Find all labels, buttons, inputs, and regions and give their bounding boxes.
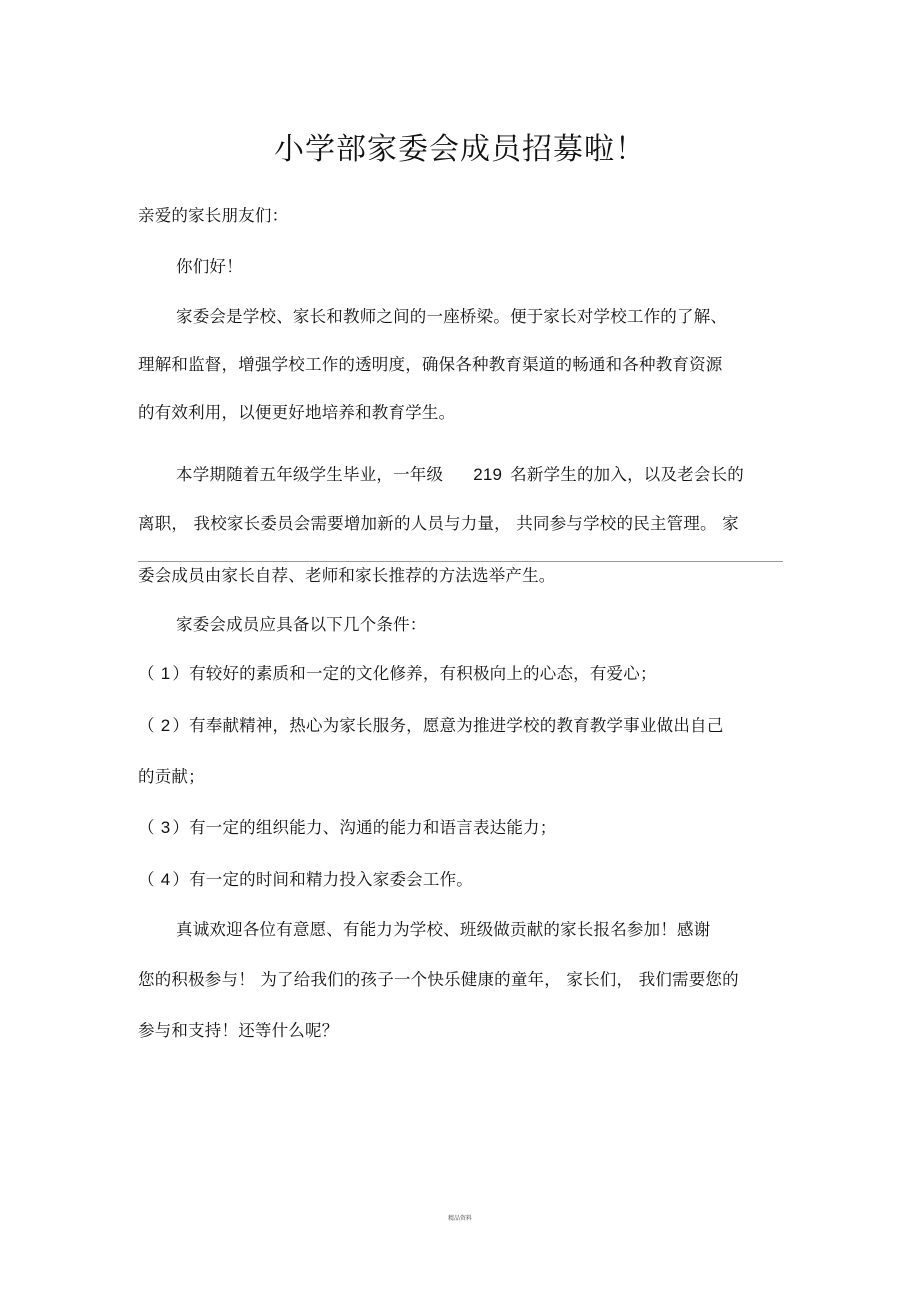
paren-close: ） <box>172 870 190 889</box>
paren-close: ） <box>172 716 190 735</box>
context-line-2: 离职， 我校家长委员会需要增加新的人员与力量， 共同参与学校的民主管理。 家 <box>138 514 739 533</box>
condition-text: 有一定的时间和精力投入家委会工作。 <box>189 870 473 889</box>
condition-continuation: 的贡献； <box>138 767 205 786</box>
intro-line-2: 理解和监督，增强学校工作的透明度，确保各种教育渠道的畅通和各种教育资源 <box>138 355 723 374</box>
salutation: 亲爱的家长朋友们： <box>138 206 289 225</box>
greeting: 你们好！ <box>176 257 243 276</box>
divider-line <box>138 561 783 562</box>
intro-line-3: 的有效利用，以便更好地培养和教育学生。 <box>138 403 456 422</box>
condition-text: 有一定的组织能力、沟通的能力和语言表达能力； <box>189 818 557 837</box>
closing-line-2: 您的积极参与！ 为了给我们的孩子一个快乐健康的童年， 家长们， 我们需要您的 <box>138 970 739 989</box>
context-line-1-post: 名新学生的加入，以及老会长的 <box>510 465 744 484</box>
condition-text: 有较好的素质和一定的文化修养，有积极向上的心态，有爱心； <box>189 664 657 683</box>
condition-number: 1 <box>160 664 171 683</box>
footer-label: 精品资料 <box>447 1215 472 1222</box>
closing-line-3: 参与和支持！还等什么呢？ <box>138 1021 339 1040</box>
paren-open: （ <box>138 818 155 837</box>
condition-item <box>138 662 657 686</box>
context-line-3: 委会成员由家长自荐、老师和家长推荐的方法选举产生。 <box>138 566 556 585</box>
paren-open: （ <box>138 716 155 735</box>
condition-text: 有奉献精神，热心为家长服务，愿意为推进学校的教育教学事业做出自己 <box>189 716 724 735</box>
intro-line-1: 家委会是学校、家长和教师之间的一座桥梁。便于家长对学校工作的了解、 <box>176 307 728 326</box>
condition-item <box>138 868 473 892</box>
context-line-1 <box>176 463 744 487</box>
paren-open: （ <box>138 664 155 683</box>
new-students-count: 219 <box>473 465 503 484</box>
condition-number: 3 <box>160 818 171 837</box>
paren-open: （ <box>138 870 155 889</box>
closing-line-1: 真诚欢迎各位有意愿、有能力为学校、班级做贡献的家长报名参加！感谢 <box>176 920 711 939</box>
paren-close: ） <box>172 664 190 683</box>
condition-item <box>138 816 556 840</box>
document-title: 小学部家委会成员招募啦！ <box>274 132 646 167</box>
paren-close: ） <box>172 818 190 837</box>
conditions-intro: 家委会成员应具备以下几个条件： <box>176 615 427 634</box>
condition-item <box>138 714 723 738</box>
context-line-1-pre: 本学期随着五年级学生毕业，一年级 <box>176 465 444 484</box>
condition-number: 2 <box>160 716 171 735</box>
condition-number: 4 <box>160 870 171 889</box>
